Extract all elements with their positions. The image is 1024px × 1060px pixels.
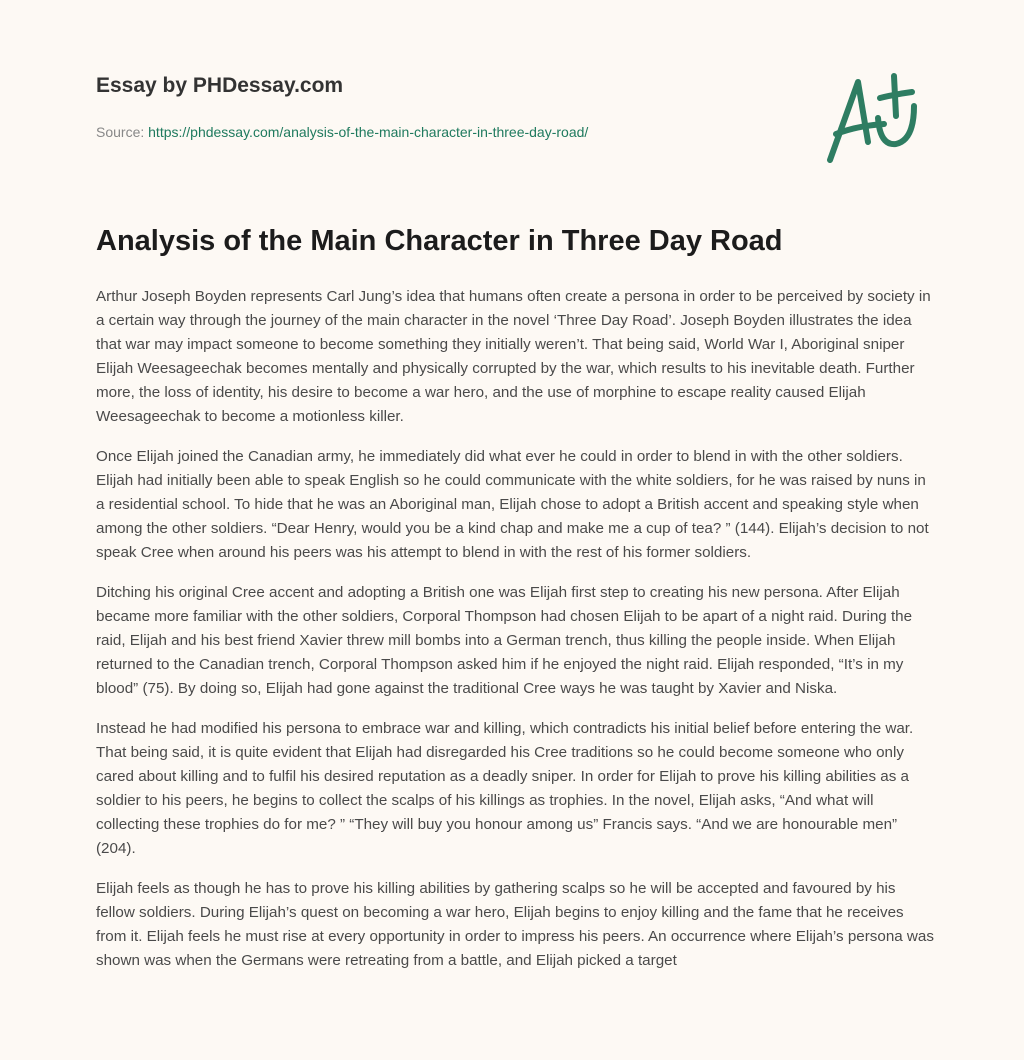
essay-body xyxy=(96,285,936,989)
essay-paragraph: Once Elijah joined the Canadian army, he immediately did what ever he could in order to blend in with the other soldiers. Elijah had initially been able to speak English so he could communicate with the white soldiers, for he was raised by nuns in a residential school. To hide that he was an Aboriginal man, Elijah chose to adopt a British accent and speaking style when among the other soldiers. “Dear Henry, would you be a kind chap and make me a cup of tea? ” (144). Elijah’s decision to not speak Cree when around his peers was his attempt to blend in with the rest of his former soldiers. xyxy=(96,448,929,561)
brand-title: Essay by PHDessay.com xyxy=(96,74,344,97)
essay-paragraph: Instead he had modified his persona to embrace war and killing, which contradicts his initial belief before entering the war. That being said, it is quite evident that Elijah had disregarded his Cree traditions so he could become someone who only cared about killing and to fulfil his desired reputation as a deadly sniper. In order for Elijah to prove his killing abilities as a soldier to his peers, he begins to collect the scalps of his killings as trophies. In the novel, Elijah asks, “And what will collecting these trophies do for me? ” “They will buy you honour among us” Francis says. “And we are honourable men” (204). xyxy=(96,720,914,857)
source-label: Source: xyxy=(96,124,149,140)
essay-paragraph: Ditching his original Cree accent and adopting a British one was Elijah first step to creating his new persona. After Elijah became more familiar with the other soldiers, Corporal Thompson had chosen Elijah to be apart of a night raid. During the raid, Elijah and his best friend Xavier threw mill bombs into a German trench, thus killing the people inside. When Elijah returned to the Canadian trench, Corporal Thompson asked him if he enjoyed the night raid. Elijah responded, “It’s in my blood” (75). By doing so, Elijah had gone against the traditional Cree ways he was taught by Xavier and Niska. xyxy=(96,584,913,697)
essay-paragraph: Elijah feels as though he has to prove his killing abilities by gathering scalps so he will be accepted and favoured by his fellow soldiers. During Elijah’s quest on becoming a war hero, Elijah begins to enjoy killing and the fame that he receives from it. Elijah feels he must rise at every opportunity in order to impress his peers. An occurrence where Elijah’s persona was shown was when the Germans were retreating from a battle, and Elijah picked a target xyxy=(96,880,934,969)
essay-paragraph: Arthur Joseph Boyden represents Carl Jung’s idea that humans often create a persona in order to be perceived by society in a certain way through the journey of the main character in the novel ‘Three Day Road’. Joseph Boyden illustrates the idea that war may impact someone to become something they initially weren’t. That being said, World War I, Aboriginal sniper Elijah Weesageechak becomes mentally and physically corrupted by the war, which results to his inevitable death. Further more, the loss of identity, his desire to become a war hero, and the use of morphine to escape reality caused Elijah Weesageechak to become a motionless killer. xyxy=(96,288,931,425)
site-header xyxy=(96,74,343,98)
a-plus-logo-icon xyxy=(822,68,932,168)
source-line xyxy=(96,124,588,140)
essay-title: Analysis of the Main Character in Three Day Road xyxy=(96,225,783,257)
source-link[interactable]: https://phdessay.com/analysis-of-the-main-character-in-three-day-road/ xyxy=(148,124,589,140)
